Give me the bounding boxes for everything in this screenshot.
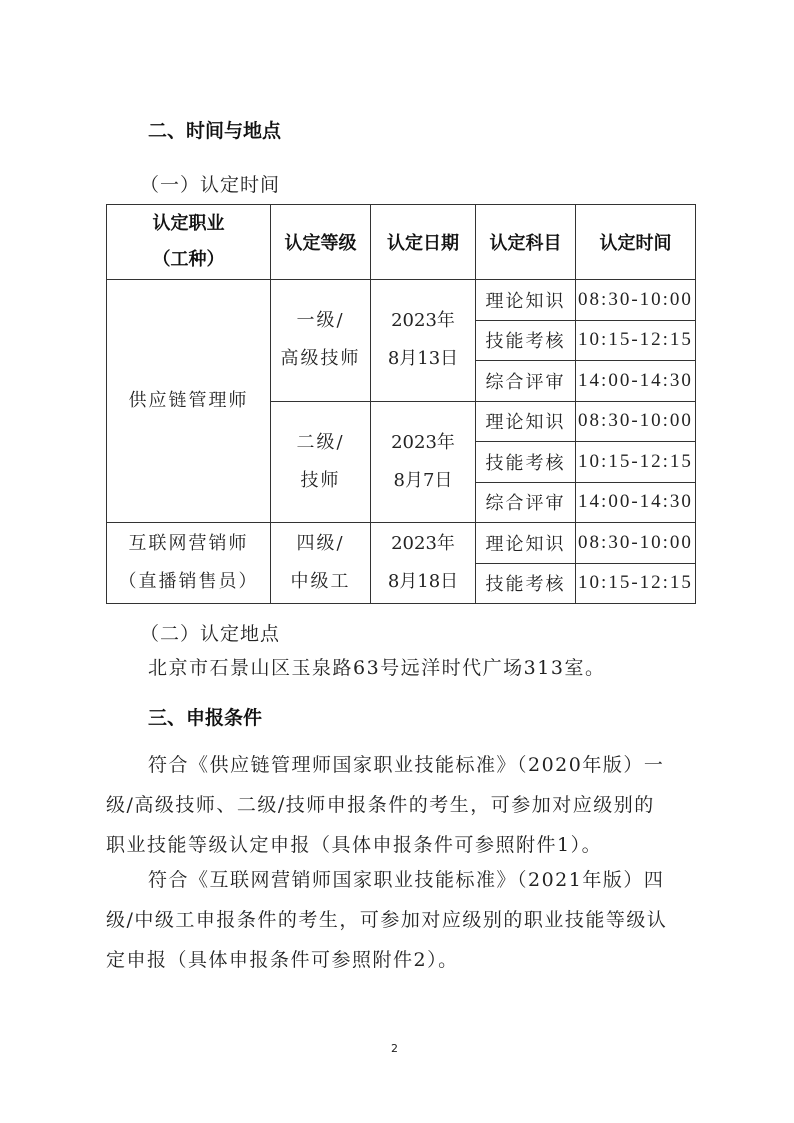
- date-cell: 2023年 8月7日: [371, 401, 476, 523]
- paragraph-2-line-2: 级/中级工申报条件的考生，可参加对应级别的职业技能等级认: [106, 909, 668, 931]
- time-cell: 08:30-10:00: [576, 523, 696, 564]
- level-cell: 一级/ 高级技师: [271, 280, 371, 402]
- header-date: 认定日期: [371, 205, 476, 280]
- time-cell: 10:15-12:15: [576, 320, 696, 361]
- subject-cell: 综合评审: [476, 482, 576, 523]
- time-cell: 10:15-12:15: [576, 442, 696, 483]
- assessment-schedule-table: [106, 204, 696, 604]
- paragraph-1-line-1: 符合《供应链管理师国家职业技能标准》（2020年版）一: [148, 754, 665, 776]
- paragraph-1-line-2: 级/高级技师、二级/技师申报条件的考生，可参加对应级别的: [106, 794, 655, 816]
- time-cell: 08:30-10:00: [576, 401, 696, 442]
- section-heading-application-conditions: 三、申报条件: [148, 707, 263, 729]
- header-subject: 认定科目: [476, 205, 576, 280]
- table-row: [107, 280, 696, 321]
- subheading-assessment-location: （二）认定地点: [140, 623, 281, 645]
- subject-cell: 理论知识: [476, 523, 576, 564]
- occupation-cell: 供应链管理师: [107, 280, 271, 523]
- paragraph-1-line-3: 职业技能等级认定申报（具体申报条件可参照附件1）。: [106, 834, 603, 856]
- table-row: [107, 523, 696, 564]
- subheading-assessment-time: （一）认定时间: [140, 174, 281, 196]
- subject-cell: 理论知识: [476, 401, 576, 442]
- section-heading-time-location: 二、时间与地点: [148, 120, 282, 142]
- level-cell: 四级/ 中级工: [271, 523, 371, 604]
- location-address: 北京市石景山区玉泉路63号远洋时代广场313室。: [148, 657, 606, 679]
- page-number: 2: [391, 1042, 398, 1055]
- time-cell: 14:00-14:30: [576, 482, 696, 523]
- occupation-cell: 互联网营销师 （直播销售员）: [107, 523, 271, 604]
- subject-cell: 理论知识: [476, 280, 576, 321]
- time-cell: 08:30-10:00: [576, 280, 696, 321]
- subject-cell: 综合评审: [476, 361, 576, 402]
- date-cell: 2023年 8月13日: [371, 280, 476, 402]
- subject-cell: 技能考核: [476, 320, 576, 361]
- subject-cell: 技能考核: [476, 563, 576, 604]
- time-cell: 14:00-14:30: [576, 361, 696, 402]
- level-cell: 二级/ 技师: [271, 401, 371, 523]
- header-time: 认定时间: [576, 205, 696, 280]
- paragraph-2-line-3: 定申报（具体申报条件可参照附件2）。: [106, 949, 459, 971]
- header-level: 认定等级: [271, 205, 371, 280]
- date-cell: 2023年 8月18日: [371, 523, 476, 604]
- header-occupation: 认定职业 （工种）: [107, 205, 271, 280]
- paragraph-2-line-1: 符合《互联网营销师国家职业技能标准》（2021年版）四: [148, 869, 665, 891]
- table-header-row: [107, 205, 696, 280]
- time-cell: 10:15-12:15: [576, 563, 696, 604]
- subject-cell: 技能考核: [476, 442, 576, 483]
